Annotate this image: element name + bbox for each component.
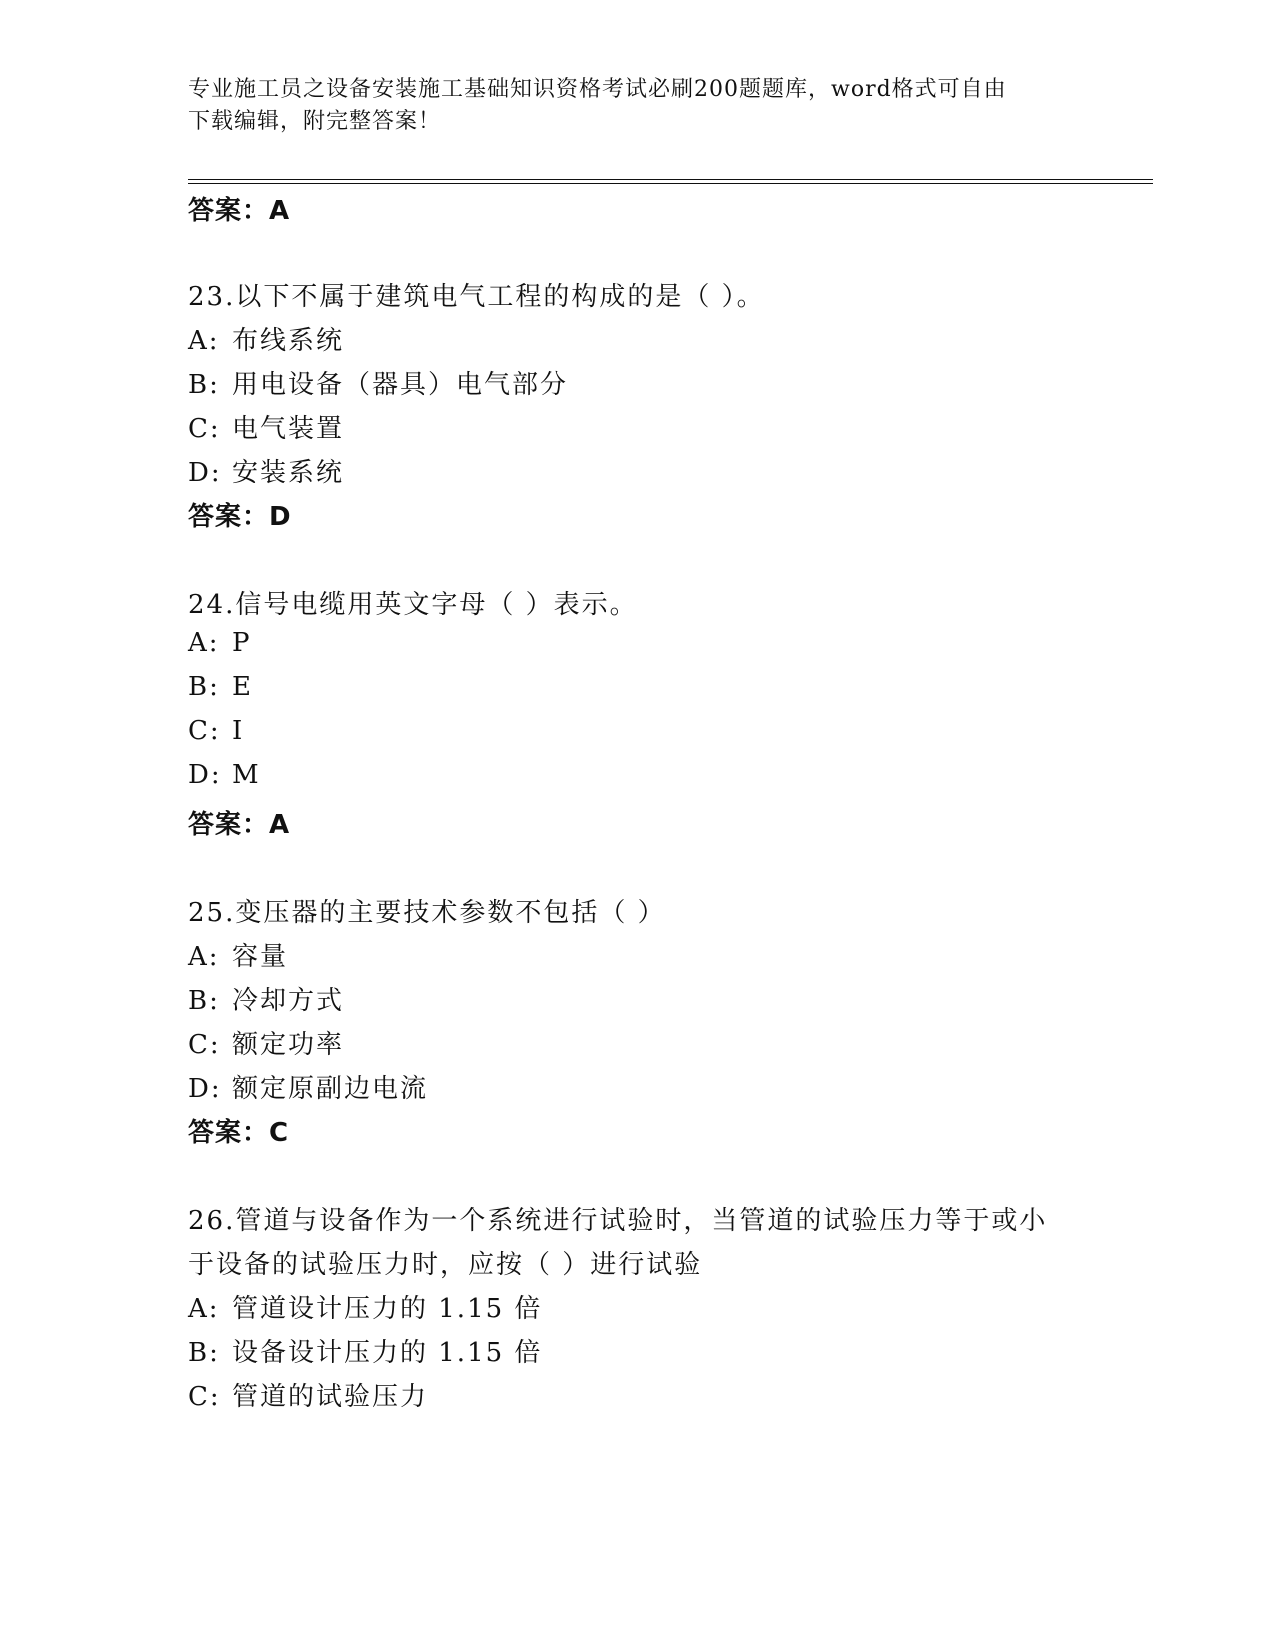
option-text: 安装系统 — [232, 458, 345, 488]
option-text: 冷却方式 — [232, 986, 345, 1016]
option-label: D: — [188, 458, 222, 488]
question-26-stem-continued: 于设备的试验压力时，应按（ ）进行试验 — [188, 1250, 703, 1280]
question-26-option-c — [188, 1376, 428, 1413]
option-text: 额定原副边电流 — [232, 1074, 429, 1104]
question-25-option-b — [188, 980, 344, 1017]
question-23-option-b — [188, 364, 568, 401]
option-text: 额定功率 — [232, 1030, 345, 1060]
option-label: A: — [188, 1294, 220, 1324]
question-25-option-c — [188, 1024, 344, 1061]
question-23-option-d — [188, 452, 344, 489]
question-23-answer: 答案：D — [188, 502, 292, 532]
option-text: I — [232, 716, 245, 746]
option-text: 设备设计压力的 1.15 倍 — [232, 1338, 543, 1368]
question-24-option-a — [188, 628, 252, 658]
option-label: C: — [188, 414, 221, 444]
option-text: E — [232, 672, 253, 702]
question-23-option-a — [188, 320, 344, 357]
option-label: B: — [188, 672, 220, 702]
option-label: C: — [188, 716, 221, 746]
question-24-option-d — [188, 760, 261, 790]
question-25-answer: 答案：C — [188, 1118, 290, 1148]
option-text: 管道的试验压力 — [232, 1382, 429, 1412]
option-text: M — [232, 760, 261, 790]
option-label: A: — [188, 942, 220, 972]
question-26-option-a — [188, 1288, 542, 1325]
option-label: B: — [188, 370, 220, 400]
option-text: 用电设备（器具）电气部分 — [232, 370, 569, 400]
option-text: 布线系统 — [232, 326, 345, 356]
question-25-stem: 25.变压器的主要技术参数不包括（ ） — [188, 898, 666, 928]
question-24-option-b — [188, 672, 253, 702]
question-26-stem: 26.管道与设备作为一个系统进行试验时，当管道的试验压力等于或小 — [188, 1206, 1048, 1236]
option-label: B: — [188, 986, 220, 1016]
option-text: P — [232, 628, 252, 658]
header-divider-top — [188, 179, 1153, 180]
header-line-1: 专业施工员之设备安装施工基础知识资格考试必刷200题题库，word格式可自由 — [188, 77, 1007, 102]
question-23-stem: 23.以下不属于建筑电气工程的构成的是（ ）。 — [188, 282, 765, 312]
option-label: B: — [188, 1338, 220, 1368]
option-text: 电气装置 — [232, 414, 345, 444]
question-23-option-c — [188, 408, 344, 445]
option-label: D: — [188, 1074, 222, 1104]
previous-answer: 答案：A — [188, 196, 291, 226]
option-text: 容量 — [232, 942, 289, 972]
question-25-option-a — [188, 936, 288, 973]
option-text: 管道设计压力的 1.15 倍 — [232, 1294, 543, 1324]
option-label: C: — [188, 1030, 221, 1060]
question-26-option-b — [188, 1332, 542, 1369]
option-label: A: — [188, 326, 220, 356]
header-divider-bottom — [188, 183, 1153, 184]
document-header — [188, 74, 1068, 138]
option-label: A: — [188, 628, 220, 658]
option-label: C: — [188, 1382, 221, 1412]
question-25-option-d — [188, 1068, 428, 1105]
option-label: D: — [188, 760, 222, 790]
question-24-answer: 答案：A — [188, 810, 291, 840]
question-24-option-c — [188, 716, 244, 746]
question-24-stem: 24.信号电缆用英文字母（ ）表示。 — [188, 590, 638, 620]
header-line-2: 下载编辑，附完整答案！ — [188, 109, 442, 134]
